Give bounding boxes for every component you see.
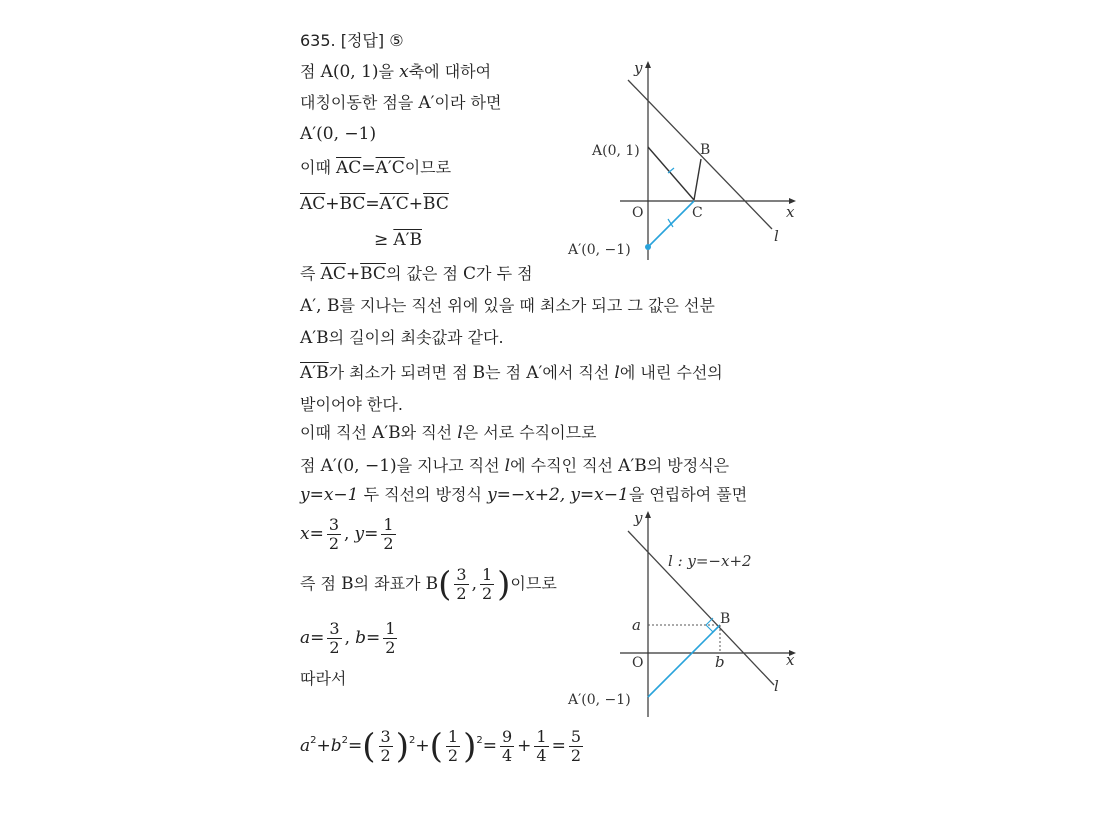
equals: = xyxy=(482,736,497,756)
comma: , xyxy=(344,628,350,648)
fraction xyxy=(569,728,583,765)
text: 는 점 xyxy=(485,363,522,382)
point-c-label: C xyxy=(692,205,703,221)
text: 에서 직선 xyxy=(542,363,610,382)
text: 축에 대하여 xyxy=(408,62,492,81)
point-b: B xyxy=(472,363,486,383)
solution-line-17 xyxy=(300,620,400,657)
text: 의 좌표가 xyxy=(353,574,421,593)
solution-line-10 xyxy=(300,362,723,384)
point-a-prime: A′ xyxy=(526,363,543,383)
plus: + xyxy=(415,736,430,756)
numerator: 1 xyxy=(536,727,547,746)
text: 이때 xyxy=(300,158,331,177)
solution-line-15 xyxy=(300,516,399,553)
text: 을 xyxy=(378,62,395,81)
y-axis-arrow-icon xyxy=(645,61,651,68)
right-paren: ) xyxy=(395,726,409,767)
segment-bc xyxy=(694,159,701,200)
segment-bc: $\overline{BC}$ xyxy=(360,264,386,284)
fraction xyxy=(327,620,341,657)
fraction xyxy=(446,728,460,765)
text: 에 내린 수선의 xyxy=(619,363,723,382)
tick-b-label: b xyxy=(715,653,725,671)
text: 이때 직선 xyxy=(300,423,367,442)
equation-line-a-prime-b: y=x−1 xyxy=(570,485,629,505)
text: 에 수직인 직선 xyxy=(510,456,614,475)
segment-a-prime-b xyxy=(648,625,720,697)
equals: = xyxy=(551,736,566,756)
text: 와 직선 xyxy=(400,423,453,442)
line-l: l xyxy=(457,423,463,443)
numerator: 1 xyxy=(481,565,493,584)
point-c: C xyxy=(463,264,477,284)
denominator: 2 xyxy=(447,746,459,765)
y-equals: y= xyxy=(354,524,379,544)
denominator: 2 xyxy=(329,638,340,657)
plus-b: +b xyxy=(316,736,342,756)
x-axis-label: x xyxy=(786,651,795,669)
text: 즉 xyxy=(300,264,316,283)
segment-bc: $\overline{BC}$ xyxy=(423,194,449,214)
solution-line-12 xyxy=(300,422,596,444)
solution-line-9 xyxy=(300,327,504,349)
text: 의 방정식은 xyxy=(646,456,730,475)
plus: + xyxy=(517,736,532,756)
right-paren: ) xyxy=(463,726,477,767)
denominator: 4 xyxy=(501,746,513,765)
x-var: x xyxy=(399,62,409,82)
solution-line-2 xyxy=(300,92,501,114)
point-b: B xyxy=(341,574,354,594)
fraction xyxy=(381,516,395,553)
point-b: B xyxy=(425,574,439,594)
segment-a-prime-b: A′B xyxy=(393,230,422,250)
points-a-prime-b: A′, B xyxy=(300,296,340,316)
segment-a-prime-b: A′B xyxy=(372,423,401,443)
text: 이므로 xyxy=(510,574,557,593)
solution-line-19 xyxy=(300,728,586,765)
text: 가 최소가 되려면 점 xyxy=(328,363,468,382)
right-paren: ) xyxy=(497,564,511,605)
var-a: a xyxy=(300,736,311,756)
fraction xyxy=(480,566,494,603)
denominator: 2 xyxy=(456,584,467,603)
a-equals: a= xyxy=(300,628,325,648)
figure-1-reflection-diagram xyxy=(560,55,810,265)
origin-label: O xyxy=(632,205,644,221)
line-l-label: l xyxy=(774,677,779,695)
text: 은 서로 수직이므로 xyxy=(462,423,597,442)
denominator: 2 xyxy=(481,584,493,603)
segment-ac xyxy=(648,147,694,200)
text: 대칭이동한 점을 xyxy=(300,93,414,112)
fraction xyxy=(327,516,341,553)
point-b-label: B xyxy=(700,142,711,158)
exponent: 2 xyxy=(409,735,416,746)
equals: = xyxy=(361,158,376,178)
y-axis-label: y xyxy=(634,59,643,77)
solution-line-14 xyxy=(300,484,747,506)
line-l-label: l xyxy=(774,227,779,245)
solution-line-7 xyxy=(300,263,533,285)
text: 가 두 점 xyxy=(476,264,533,283)
equals: = xyxy=(348,736,363,756)
denominator: 2 xyxy=(328,534,340,553)
origin-label: O xyxy=(632,655,644,671)
fraction xyxy=(383,620,397,657)
y-axis-label: y xyxy=(634,509,643,527)
point-a-prime-label: A′(0, −1) xyxy=(568,242,631,258)
line-l: l xyxy=(504,456,511,476)
segment-a-prime-c: A′C xyxy=(375,158,405,178)
solution-line-11 xyxy=(300,394,403,416)
segment-a-prime-b: A′B xyxy=(300,328,329,348)
problem-number: 635. xyxy=(300,31,336,50)
point-a-prime: A′ xyxy=(418,93,435,113)
point-a-prime-coord: A′(0, −1) xyxy=(320,456,397,476)
numerator: 3 xyxy=(456,565,467,584)
numerator: 3 xyxy=(380,727,391,746)
left-paren: ( xyxy=(438,564,452,605)
left-paren: ( xyxy=(362,726,376,767)
text: 이라 하면 xyxy=(434,93,502,112)
x-axis-label: x xyxy=(786,203,795,221)
figure-2-perpendicular-diagram xyxy=(560,505,810,720)
segment-a-prime-b: A′B xyxy=(300,363,329,383)
exponent: 2 xyxy=(341,735,349,746)
text: 두 직선의 방정식 xyxy=(363,485,482,504)
y-axis-arrow-icon xyxy=(645,511,651,518)
geq: ≥ xyxy=(374,230,389,250)
segment-ac: $\overline{AC}$ xyxy=(320,264,346,284)
segment-bc: $\overline{BC}$ xyxy=(339,194,366,214)
numerator: 3 xyxy=(328,515,340,534)
segment-a-prime-b: A′B xyxy=(618,456,647,476)
fraction xyxy=(500,728,514,765)
denominator: 2 xyxy=(380,746,391,765)
numerator: 9 xyxy=(501,727,513,746)
numerator: 3 xyxy=(329,619,340,638)
denominator: 2 xyxy=(383,534,394,553)
solution-line-13 xyxy=(300,455,729,477)
denominator: 2 xyxy=(385,638,396,657)
comma: , xyxy=(471,574,477,594)
segment-a-prime-c: A′C xyxy=(379,194,409,214)
solution-line-16 xyxy=(300,566,557,603)
solution-line-8 xyxy=(300,295,715,317)
solution-line-5 xyxy=(300,193,449,215)
exponent: 2 xyxy=(310,735,317,746)
text: 의 길이의 최솟값과 같다. xyxy=(328,328,504,347)
text: 따라서 xyxy=(300,669,347,688)
fraction xyxy=(534,728,548,765)
fraction xyxy=(454,566,468,603)
left-paren: ( xyxy=(429,726,443,767)
text: 을 연립하여 풀면 xyxy=(628,485,748,504)
fraction xyxy=(379,728,393,765)
x-equals: x= xyxy=(300,524,324,544)
solution-line-1 xyxy=(300,61,491,83)
numerator: 1 xyxy=(447,727,459,746)
solution-line-6 xyxy=(374,229,422,251)
plus: + xyxy=(345,264,361,284)
plus: + xyxy=(408,194,424,214)
exponent: 2 xyxy=(476,735,483,746)
segment-ac: $\overline{AC}$ xyxy=(300,194,326,214)
segment-ac: $\overline{AC}$ xyxy=(336,158,362,178)
solution-line-3 xyxy=(300,123,376,145)
point-a-label: A(0, 1) xyxy=(592,143,640,159)
numerator: 1 xyxy=(383,515,394,534)
text: 즉 점 xyxy=(300,574,336,593)
denominator: 4 xyxy=(536,746,547,765)
numerator: 5 xyxy=(570,727,582,746)
equals: = xyxy=(365,194,380,214)
point-a-prime-coord: A′(0, −1) xyxy=(300,124,377,144)
solution-line-4 xyxy=(300,157,451,179)
solution-line-18 xyxy=(300,668,346,690)
point-a-math: A(0, 1) xyxy=(320,62,379,82)
line-l: l xyxy=(614,363,620,383)
text: 발이어야 한다. xyxy=(300,395,403,414)
tick-a-label: a xyxy=(632,616,641,634)
answer-label: [정답] ⑤ xyxy=(340,31,404,50)
point-b-label: B xyxy=(720,611,731,627)
equation-line-l: y=−x+2, xyxy=(487,485,566,505)
numerator: 1 xyxy=(385,619,396,638)
text: 을 지나고 직선 xyxy=(396,456,500,475)
comma: , xyxy=(344,524,350,544)
line-equation-label: l : y=−x+2 xyxy=(668,552,752,570)
problem-header xyxy=(300,30,404,52)
point-a-prime-label: A′(0, −1) xyxy=(568,692,631,708)
text: 이므로 xyxy=(404,158,452,177)
text: 점 xyxy=(300,456,316,475)
b-equals: b= xyxy=(355,628,381,648)
text: 를 지나는 직선 위에 있을 때 최소가 되고 그 값은 선분 xyxy=(339,296,715,315)
text: 점 xyxy=(300,62,316,81)
text: 의 값은 점 xyxy=(385,264,458,283)
denominator: 2 xyxy=(570,746,582,765)
plus: + xyxy=(325,194,340,214)
point-a-prime-dot xyxy=(645,244,651,250)
equation-line-a-prime-b: y=x−1 xyxy=(300,485,359,505)
